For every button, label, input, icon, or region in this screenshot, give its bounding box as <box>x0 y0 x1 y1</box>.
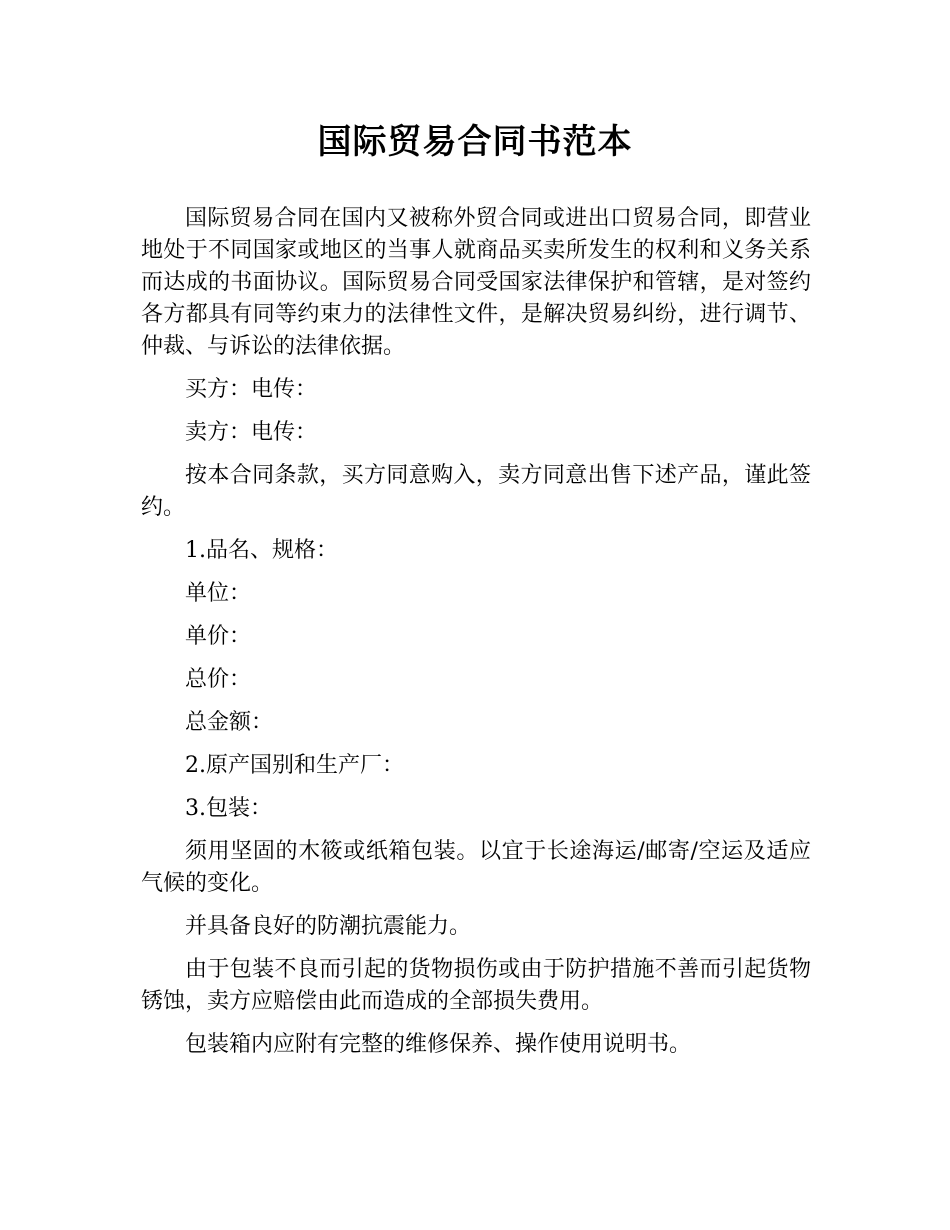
document-body <box>141 203 811 1072</box>
item-name-spec: 1.品名、规格： <box>185 538 338 563</box>
total-amount-line: 总金额： <box>185 710 274 735</box>
packing-heading: 3.包装： <box>185 796 272 821</box>
packing-requirement: 须用坚固的木筱或纸箱包装。以宜于长途海运/邮寄/空运及适应气候的变化。 <box>141 839 811 896</box>
total-price-line: 总价： <box>185 667 252 692</box>
buyer-line: 买方：电传： <box>185 377 318 402</box>
origin-manufacturer: 2.原产国别和生产厂： <box>185 753 404 778</box>
seller-line: 卖方：电传： <box>185 420 318 445</box>
agreement-paragraph: 按本合同条款，买方同意购入，卖方同意出售下述产品，谨此签约。 <box>141 463 811 520</box>
manual-requirement: 包装箱内应附有完整的维修保养、操作使用说明书。 <box>185 1032 692 1057</box>
unit-line: 单位： <box>185 581 252 606</box>
damage-compensation: 由于包装不良而引起的货物损伤或由于防护措施不善而引起货物锈蚀，卖方应赔偿由此而造成的全部损失费用。 <box>141 957 811 1014</box>
intro-paragraph: 国际贸易合同在国内又被称外贸合同或进出口贸易合同，即营业地处于不同国家或地区的当事人就商品买卖所发生的权利和义务关系而达成的书面协议。国际贸易合同受国家法律保护和管辖，是对签约各方都具有同等约束力的法律性文件，是解决贸易纠纷，进行调节、仲裁、与诉讼的法律依据。 <box>141 206 811 359</box>
document-title: 国际贸易合同书范本 <box>317 122 633 162</box>
unit-price-line: 单价： <box>185 624 252 649</box>
moisture-shock-line: 并具备良好的防潮抗震能力。 <box>185 914 472 939</box>
